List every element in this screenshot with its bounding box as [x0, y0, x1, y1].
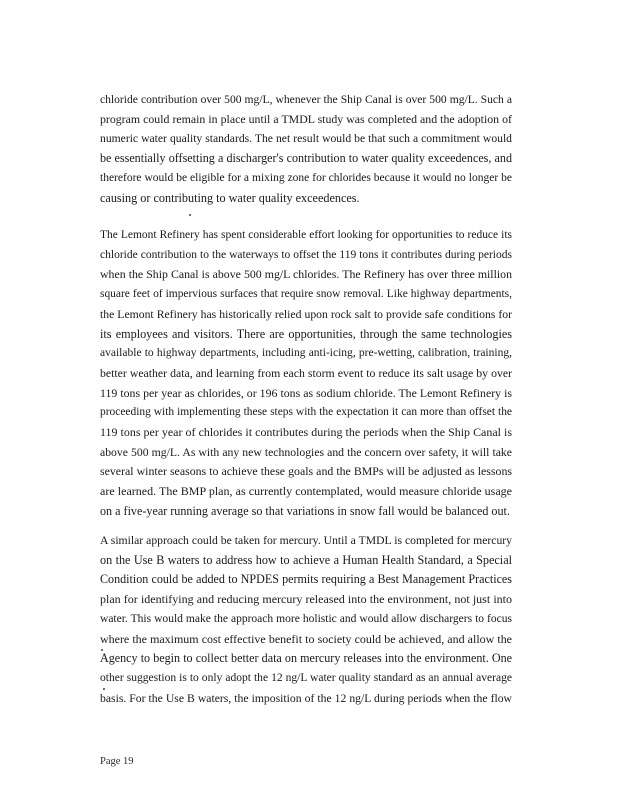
paragraph-lemont-refinery	[100, 226, 512, 522]
paragraph-chloride-offset	[100, 90, 512, 208]
text-line: other suggestion is to only adopt the 12 ng/L water quality standard as an annual average	[100, 671, 512, 684]
scan-speck	[103, 688, 105, 690]
text-line: several winter seasons to achieve these goals and the BMPs will be adjusted as lessons	[100, 464, 512, 479]
text-line: on a five-year running average so that variations in snow fall would be balanced out.	[100, 503, 510, 518]
text-line: Agency to begin to collect better data on mercury releases into the environment. One	[100, 651, 512, 666]
text-line: on the Use B waters to address how to achieve a Human Health Standard, a Special	[100, 552, 512, 567]
page-number: Page 19	[100, 756, 134, 767]
text-line: A similar approach could be taken for mercury. Until a TMDL is completed for mercury	[100, 534, 512, 547]
text-line: water. This would make the approach more holistic and would allow dischargers to focus	[100, 612, 512, 625]
text-line: program could remain in place until a TMDL study was completed and the adoption of	[100, 111, 512, 126]
text-line: 119 tons per year as chlorides, or 196 tons as sodium chloride. The Lemont Refinery is	[100, 385, 512, 400]
text-line: above 500 mg/L. As with any new technologies and the concern over safety, it will take	[100, 445, 512, 459]
text-line: 119 tons per year of chlorides it contributes during the periods when the Ship Canal is	[100, 425, 512, 440]
text-line: causing or contributing to water quality exceedences.	[100, 190, 360, 205]
text-line: chloride contribution to the waterways to offset the 119 tons it contributes during periods	[100, 248, 512, 261]
text-line: where the maximum cost effective benefit to society could be achieved, and allow the	[100, 631, 512, 646]
text-line: proceeding with implementing these steps with the expectation it can more than offset the	[100, 406, 512, 419]
text-line: Condition could be added to NPDES permits requiring a Best Management Practices	[100, 572, 512, 587]
scan-speck	[101, 649, 103, 651]
text-line: basis. For the Use B waters, the imposition of the 12 ng/L during periods when the flow	[100, 691, 512, 705]
text-line: are learned. The BMP plan, as currently contemplated, would measure chloride usage	[100, 484, 512, 499]
text-line: the Lemont Refinery has historically relied upon rock salt to provide safe conditions for	[100, 307, 512, 321]
text-line: better weather data, and learning from each storm event to reduce its salt usage by over	[100, 366, 512, 380]
text-line: The Lemont Refinery has spent considerable effort looking for opportunities to reduce its	[100, 229, 512, 241]
text-line: numeric water quality standards. The net result would be that such a commitment would	[100, 132, 512, 146]
text-line: be essentially offsetting a discharger's contribution to water quality exceedences, and	[100, 151, 512, 166]
paragraph-mercury-approach	[100, 531, 512, 708]
text-line: square feet of impervious surfaces that require snow removal. Like highway departments,	[100, 288, 512, 301]
text-line: its employees and visitors. There are opportunities, through the same technologies	[100, 326, 512, 341]
text-line: therefore would be eligible for a mixing zone for chlorides because it would no longer be	[100, 171, 512, 184]
scan-speck	[189, 214, 191, 216]
text-line: chloride contribution over 500 mg/L, whenever the Ship Canal is over 500 mg/L. Such a	[100, 93, 512, 106]
text-line: when the Ship Canal is above 500 mg/L chlorides. The Refinery has over three million	[100, 267, 512, 282]
text-line: plan for identifying and reducing mercury released into the environment, not just into	[100, 592, 512, 607]
text-line: available to highway departments, including anti-icing, pre-wetting, calibration, training,	[100, 347, 512, 360]
